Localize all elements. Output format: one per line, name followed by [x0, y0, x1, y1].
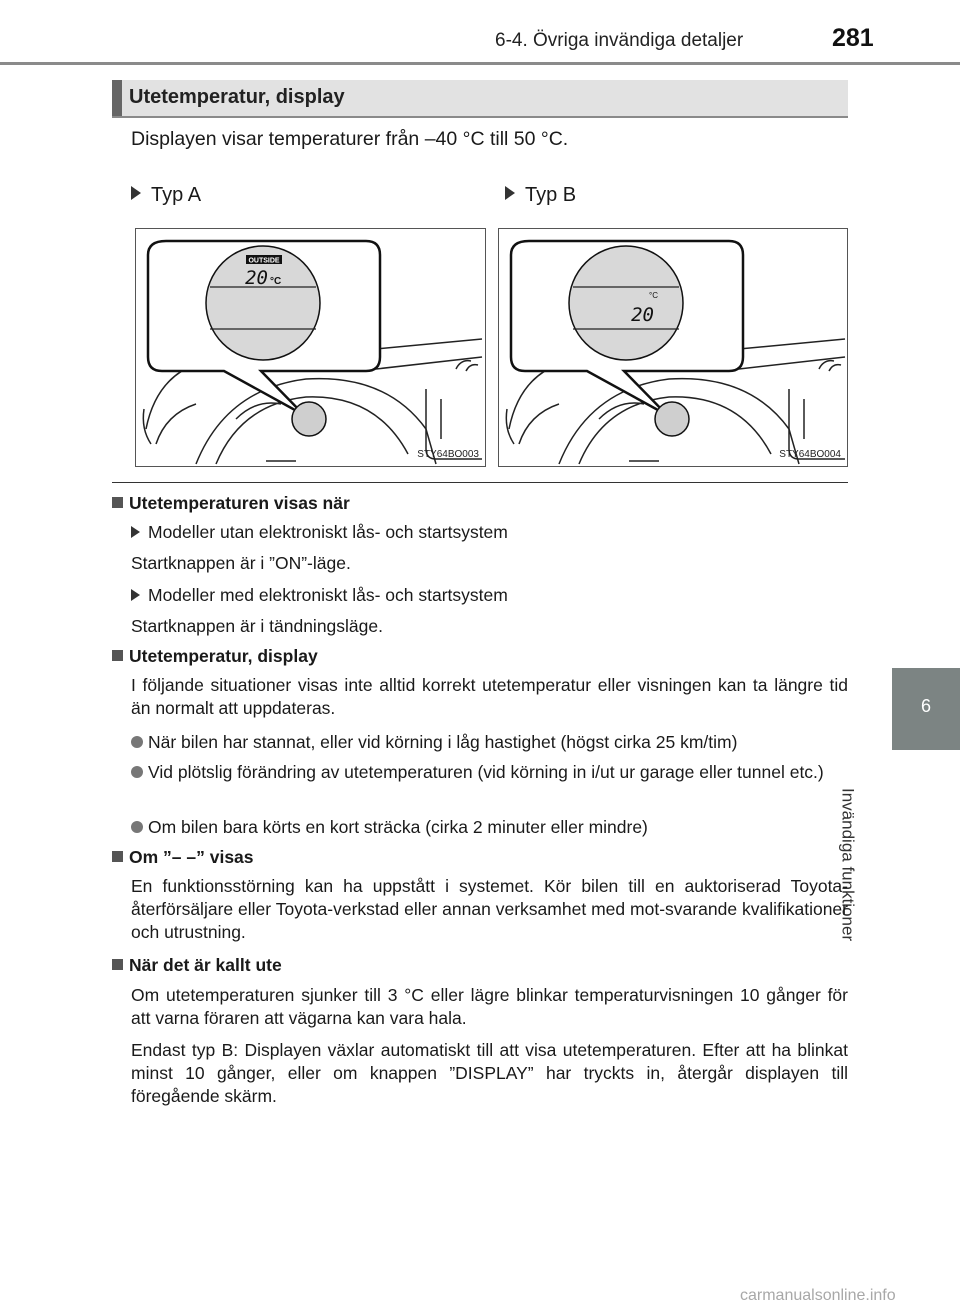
dashboard-illustration-a	[136, 229, 487, 468]
figure-type-a	[135, 228, 486, 467]
square-bullet-icon	[112, 497, 123, 508]
display-unit-a: °C	[270, 276, 282, 287]
display-header-text: OUTSIDE	[248, 257, 280, 265]
paragraph-type-b-display: Endast typ B: Displayen växlar automatiskt till att visa utetemperaturen. Efter att ha blinkat minst 10 gånger, eller om knappen ”DISPLAY” har tryckts in, återgår displayen till föregående skärm.	[131, 1040, 848, 1106]
section-title-box	[112, 80, 848, 118]
sub-without-smart-key-text: Modeller utan elektroniskt lås- och startsystem	[148, 522, 508, 542]
figure-a-label	[131, 184, 201, 207]
chapter-label-text: Invändiga funktioner	[838, 788, 858, 942]
chapter-label	[838, 788, 938, 948]
chapter-number: 6	[920, 696, 931, 716]
figure-divider	[112, 482, 848, 483]
arrow-right-icon	[131, 589, 140, 601]
arrow-right-icon	[505, 186, 515, 200]
bullet-dot-icon	[131, 736, 143, 748]
section-heading: 6-4. Övriga invändiga detaljer	[495, 30, 744, 51]
page-number: 281	[832, 24, 874, 52]
bullet-item-text: När bilen har stannat, eller vid körning i låg hastighet (högst cirka 25 km/tim)	[148, 732, 738, 752]
figure-b-code: STY64BO004	[779, 449, 841, 460]
bullet-item-text: Om bilen bara körts en kort sträcka (cirka 2 minuter eller mindre)	[148, 817, 648, 837]
display-temp-a: 20	[245, 267, 268, 289]
bullet-item	[131, 731, 851, 754]
figure-type-b	[498, 228, 848, 467]
sub-with-smart-key-text: Modeller med elektroniskt lås- och startsystem	[148, 585, 508, 605]
figure-a-label-text: Typ A	[151, 184, 202, 206]
sub-with-smart-key	[131, 585, 508, 606]
section-title-bar	[112, 80, 122, 116]
watermark: carmanualsonline.info	[740, 1287, 896, 1304]
sub-without-smart-key	[131, 522, 508, 543]
heading-display	[112, 646, 318, 667]
bullet-item	[131, 761, 851, 784]
heading-display-text: Utetemperatur, display	[129, 646, 318, 666]
figure-a-code: STY64BO003	[417, 449, 479, 460]
square-bullet-icon	[112, 959, 123, 970]
paragraph-cold-warning: Om utetemperaturen sjunker till 3 °C eller lägre blinkar temperaturvisningen 10 gånger för att varna föraren att vägarna kan vara hala.	[131, 985, 848, 1028]
heading-cold-text: När det är kallt ute	[129, 955, 282, 975]
paragraph-ignition-mode: Startknappen är i tändningsläge.	[131, 616, 383, 636]
square-bullet-icon	[112, 650, 123, 661]
paragraph-display-situations: I följande situationer visas inte alltid korrekt utetemperatur eller visningen kan ta längre tid än normalt att uppdateras.	[131, 675, 848, 718]
heading-visas-nar	[112, 493, 350, 514]
paragraph-on-mode: Startknappen är i ”ON”-läge.	[131, 553, 351, 573]
header-divider	[0, 62, 960, 65]
paragraph-malfunction: En funktionsstörning kan ha uppstått i systemet. Kör bilen till en auktoriserad Toyota-återförsäljare eller Toyota-verkstad eller annan verksamhet med mot-svarande kvalifikationer och utrustning.	[131, 876, 848, 942]
intro-text: Displayen visar temperaturer från –40 °C till 50 °C.	[131, 128, 569, 150]
heading-cold	[112, 955, 282, 976]
figure-b-label	[505, 184, 576, 207]
arrow-right-icon	[131, 526, 140, 538]
chapter-tab	[892, 668, 960, 750]
heading-visas-nar-text: Utetemperaturen visas när	[129, 493, 350, 513]
dashboard-illustration-b	[499, 229, 849, 468]
section-title: Utetemperatur, display	[129, 86, 345, 108]
heading-dashes	[112, 847, 254, 868]
square-bullet-icon	[112, 851, 123, 862]
bullet-dot-icon	[131, 821, 143, 833]
bullet-item	[131, 816, 851, 839]
display-temp-b: 20	[631, 304, 654, 326]
figure-b-label-text: Typ B	[525, 184, 577, 206]
heading-dashes-text: Om ”– –” visas	[129, 847, 254, 867]
display-unit-b: °C	[649, 291, 658, 300]
bullet-item-text: Vid plötslig förändring av utetemperaturen (vid körning in i/ut ur garage eller tunnel etc.)	[148, 762, 824, 782]
arrow-right-icon	[131, 186, 141, 200]
bullet-dot-icon	[131, 766, 143, 778]
